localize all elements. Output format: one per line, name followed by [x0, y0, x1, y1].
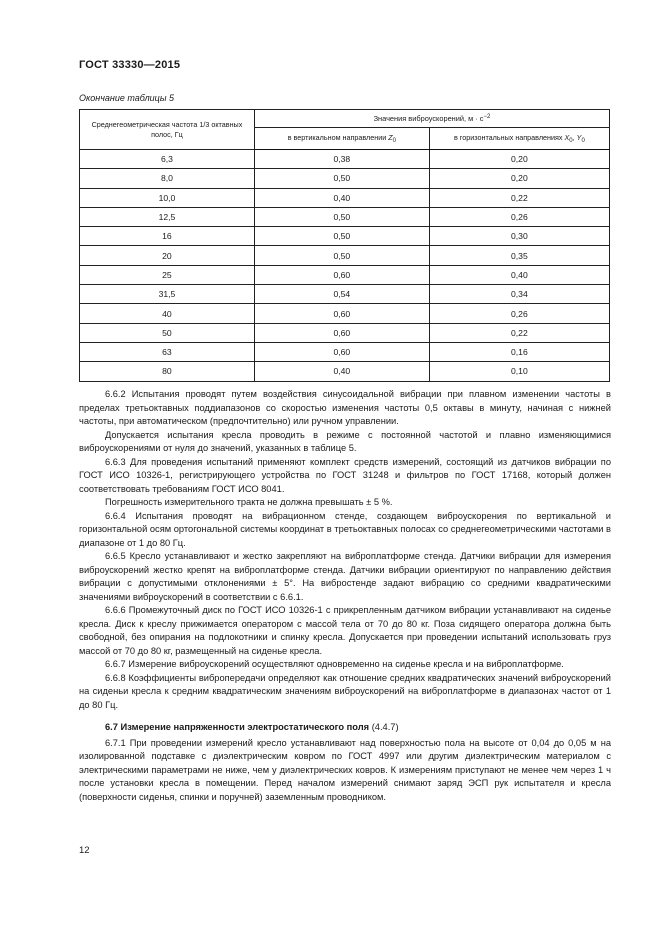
frequency-cell: 12,5	[80, 207, 255, 226]
frequency-cell: 8,0	[80, 169, 255, 188]
horizontal-value-cell: 0,30	[429, 227, 609, 246]
document-header: ГОСТ 33330—2015	[79, 59, 181, 71]
horizontal-value-cell: 0,35	[429, 246, 609, 265]
section-heading-ref: (4.4.7)	[371, 722, 399, 732]
frequency-header-text: Среднегеометрическая частота 1/3 октавных полос, Гц	[91, 119, 243, 139]
horizontal-symbol-x-sub: 0	[569, 138, 573, 144]
table-row	[80, 285, 610, 304]
paragraph-6-6-4: 6.6.4 Испытания проводят на вибрационном стенде, создающем виброускорения по вертикальной и горизонтальной осям ортогональной системы координат в третьоктавных полосах со среднегеометрическими частотами в диапазоне от 1 до 80 Гц.	[79, 510, 611, 548]
vertical-symbol-sub: 0	[392, 138, 396, 144]
vertical-value-cell: 0,54	[254, 285, 429, 304]
horizontal-value-cell: 0,22	[429, 323, 609, 342]
vertical-value-cell: 0,50	[254, 246, 429, 265]
horizontal-value-cell: 0,22	[429, 188, 609, 207]
horizontal-symbol-y: Y	[576, 133, 582, 142]
vertical-value-cell: 0,50	[254, 227, 429, 246]
frequency-cell: 16	[80, 227, 255, 246]
vertical-value-cell: 0,60	[254, 304, 429, 323]
vertical-symbol: Z	[388, 133, 393, 142]
paragraph-6-6-5: 6.6.5 Кресло устанавливают и жестко закрепляют на виброплатформе стенда. Датчики вибрации для измерения виброускорений жестко крепят на виброплатформе стенда. Датчики вибрации ориентируют по направлению действия вибрации с допустимыми отклонениями ± 5°. На вибростенде задают вибрацию со средними квадратическими значениями виброускорений в соответствии с 6.6.1.	[79, 551, 611, 602]
horizontal-value-cell: 0,26	[429, 304, 609, 323]
horizontal-value-cell: 0,16	[429, 342, 609, 361]
table-row	[80, 342, 610, 361]
horizontal-value-cell: 0,20	[429, 169, 609, 188]
paragraph-6-6-6: 6.6.6 Промежуточный диск по ГОСТ ИСО 10326-1 с прикрепленным датчиком вибрации устанавливают на сиденье кресла. Диск к креслу прижимается оператором с массой тела от 70 до 80 кг. Поза сидящего оператора должна быть свободной, без опирания на подлокотники и спинку кресла. Допускается при проведении испытаний использовать груз массой от 70 до 80 кг, размещенный на сиденье кресла.	[79, 605, 611, 656]
body-text	[79, 388, 611, 804]
section-heading-6-7	[79, 721, 611, 735]
paragraph-6-6-2-note: Допускается испытания кресла проводить в режиме с постоянной частотой и плавно изменяющимися виброускорениями от нуля до значений, указанных в таблице 5.	[79, 429, 611, 453]
acceleration-header-text: Значения виброускорений, м · с	[373, 114, 484, 123]
vertical-header-text: в вертикальном направлении	[287, 133, 387, 142]
vertical-value-cell: 0,40	[254, 362, 429, 381]
paragraph-6-6-8: 6.6.8 Коэффициенты вибропередачи определяют как отношение средних квадратических значений виброускорений на сиденьи кресла к средним квадратическим значениям виброускорений на виброплатформе в диапазонах частот от 1 до 80 Гц.	[79, 672, 611, 710]
frequency-cell: 20	[80, 246, 255, 265]
table-row	[80, 227, 610, 246]
horizontal-symbol-separator: ,	[572, 133, 577, 142]
frequency-cell: 6,3	[80, 150, 255, 169]
table-row	[80, 207, 610, 226]
frequency-cell: 40	[80, 304, 255, 323]
table-row	[80, 362, 610, 381]
horizontal-value-cell: 0,20	[429, 150, 609, 169]
table-row	[80, 246, 610, 265]
paragraph-6-7-1: 6.7.1 При проведении измерений кресло устанавливают над поверхностью пола на высоте от 0,04 до 0,05 м на изолированной подставке с диэлектрическим ковром по ГОСТ 4997 или другим диэлектрическим материалом с электрическими параметрами не ниже, чем у диэлектрических ковров. К измерениям приступают не менее чем через 1 ч после установки кресла в помещении. Перед началом измерений снимают заряд ЭСП рук испытателя и кресла (поверхности сиденья, спинки и поручней) заземленным проводником.	[79, 737, 611, 802]
paragraph-6-6-2: 6.6.2 Испытания проводят путем воздействия синусоидальной вибрации при плавном изменении частоты в пределах третьоктавных поддиапазонов со скоростью изменения частоты 0,5 октавы в минуту, начиная с нижней частоты, при автоматическом (предпочтительно) или ручном управлении.	[79, 389, 611, 426]
horizontal-value-cell: 0,40	[429, 265, 609, 284]
vibration-table	[79, 109, 610, 382]
vertical-value-cell: 0,50	[254, 207, 429, 226]
table-row	[80, 169, 610, 188]
table-row	[80, 323, 610, 342]
horizontal-symbol-y-sub: 0	[581, 138, 585, 144]
paragraph-6-6-7: 6.6.7 Измерение виброускорений осуществляют одновременно на сиденье кресла и на виброплатформе.	[105, 659, 564, 669]
frequency-cell: 80	[80, 362, 255, 381]
paragraph-6-6-3: 6.6.3 Для проведения испытаний применяют комплект средств измерений, состоящий из датчиков вибрации по ГОСТ ИСО 10326-1, регистрирующего устройства по ГОСТ 31248 и фильтров по ГОСТ 17168, который должен соответствовать требованиям ГОСТ ИСО 8041.	[79, 456, 611, 494]
frequency-cell: 63	[80, 342, 255, 361]
horizontal-symbol-x: X	[564, 133, 570, 142]
horizontal-value-cell: 0,34	[429, 285, 609, 304]
frequency-cell: 25	[80, 265, 255, 284]
vertical-value-cell: 0,60	[254, 342, 429, 361]
acceleration-group-header	[254, 110, 609, 128]
horizontal-header-text: в горизонтальных направлениях	[453, 133, 563, 142]
vertical-value-cell: 0,50	[254, 169, 429, 188]
table-row	[80, 265, 610, 284]
frequency-cell: 31,5	[80, 285, 255, 304]
frequency-cell: 50	[80, 323, 255, 342]
horizontal-value-cell: 0,10	[429, 362, 609, 381]
paragraph-6-6-3-note: Погрешность измерительного тракта не должна превышать ± 5 %.	[105, 497, 393, 507]
horizontal-value-cell: 0,26	[429, 207, 609, 226]
table-row	[80, 304, 610, 323]
page-number: 12	[79, 845, 90, 856]
vertical-value-cell: 0,38	[254, 150, 429, 169]
vertical-value-cell: 0,60	[254, 323, 429, 342]
horizontal-column-header	[429, 128, 609, 150]
table-row	[80, 150, 610, 169]
table-row	[80, 188, 610, 207]
frequency-cell: 10,0	[80, 188, 255, 207]
frequency-column-header	[80, 110, 255, 150]
acceleration-header-exponent: −2	[483, 114, 491, 120]
vertical-value-cell: 0,40	[254, 188, 429, 207]
section-heading-text: 6.7 Измерение напряженности электростатического поля	[105, 722, 370, 732]
table-caption: Окончание таблицы 5	[79, 93, 174, 103]
vertical-column-header	[254, 128, 429, 150]
vertical-value-cell: 0,60	[254, 265, 429, 284]
